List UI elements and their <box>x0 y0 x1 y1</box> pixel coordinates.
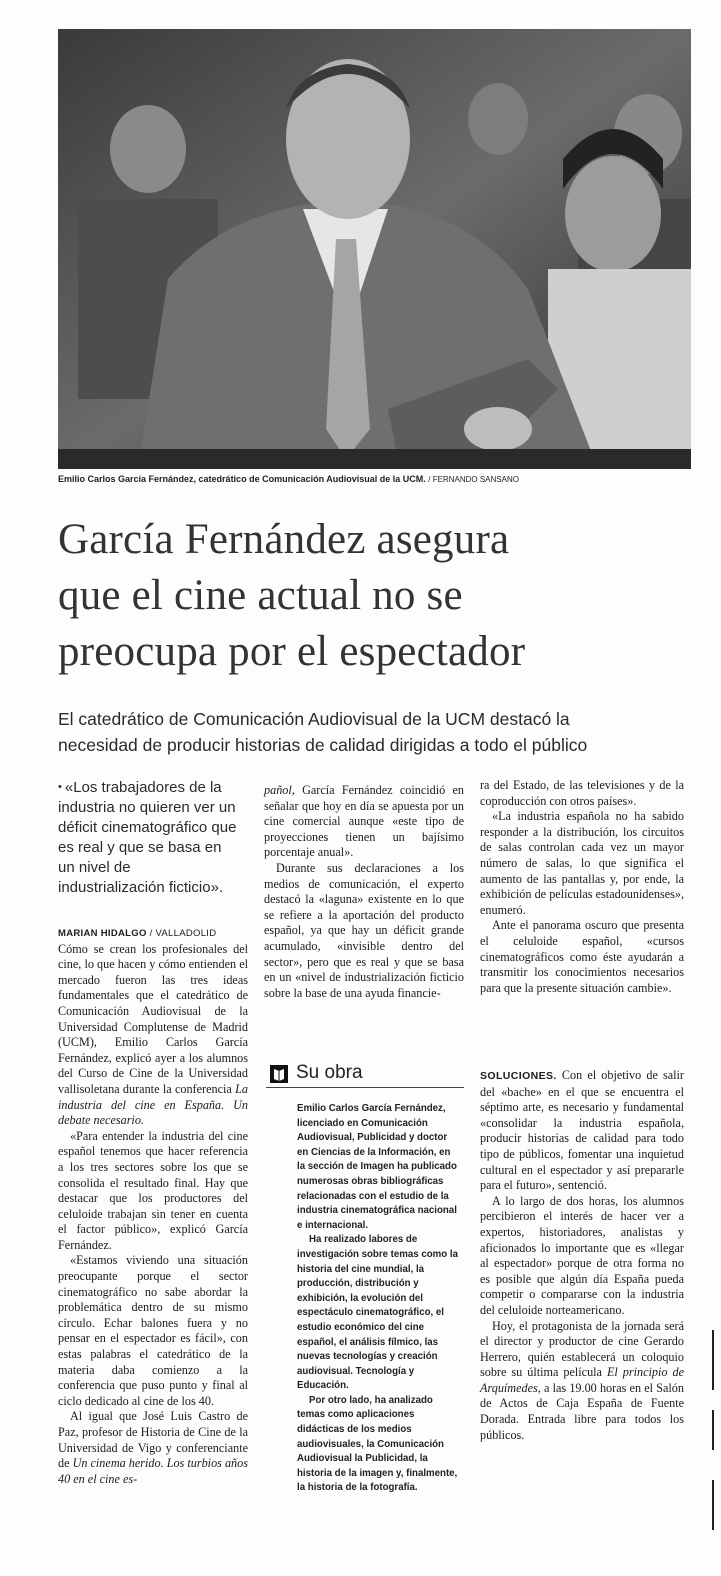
article-column-3-continued <box>480 1068 684 1443</box>
paragraph: ra del Estado, de las televisiones y de la coproducción con otros países». <box>480 778 684 808</box>
caption-text: Emilio Carlos García Fernández, catedrático de Comunicación Audiovisual de la UCM. <box>58 474 426 484</box>
photo-illustration <box>58 29 691 469</box>
paragraph <box>58 1409 248 1487</box>
article-column-2 <box>264 783 464 1001</box>
paragraph: Durante sus declaraciones a los medios de comunicación, el experto destacó la «laguna» existente en lo que se refiere a la aportación del producto español, ya que hay un déficit grande acumulado, «invisible dentro del sector», pero que es real y que se basa en un «nivel de industrialización ficticio sobre la base de una ayuda financie- <box>264 860 464 1000</box>
film-title: El principio de Arquímedes, <box>480 1365 684 1395</box>
subhead-line: El catedrático de Comunicación Audiovisual de la UCM destacó la <box>58 709 570 729</box>
paragraph <box>58 942 248 1129</box>
subhead-line: necesidad de producir historias de calidad dirigidas a todo el público <box>58 735 588 755</box>
paragraph <box>264 783 464 861</box>
paragraph: «Para entender la industria del cine español tenemos que hacer referencia a los tres sectores sobre los que se consolida el resultado final. Hay que destacar que los productores del celuloide trabajan sin tener en cuenta el factor público», explicó García Fernández. <box>58 1128 248 1252</box>
paragraph-text: Al igual que José Luis Castro de Paz, profesor de Historia de Cine de la Universidad de Vigo y conferenciante de <box>58 1409 248 1471</box>
sidebar-box-header <box>266 1063 464 1088</box>
paragraph: Ante el panorama oscuro que presenta el celuloide español, «cursos cinematográficos como éste ayudarán a transmitir los conocimientos necesarios para que la presente situación cambie». <box>480 918 684 995</box>
paragraph: «La industria española no ha sabido responder a la distribución, los circuitos de salas controlan cada vez un mayor número de salas, lo que significa el aumento de las pantallas y, por ende, la exhibición de películas estadounidenses», enumeró. <box>480 809 684 917</box>
box-paragraph: Por otro lado, ha analizado temas como aplicaciones didácticas de los medios audiovisuales, la Comunicación Audiovisual la Publicidad, la historia de la imagen y, finalmente, la historia de la fotografía. <box>297 1394 458 1494</box>
conference-title: La industria del cine en España. Un debate necesario. <box>58 1081 248 1128</box>
headline <box>58 512 698 680</box>
pull-quote <box>58 777 238 898</box>
headline-line: preocupa por el espectador <box>58 628 526 675</box>
scan-edge-mark <box>712 1330 716 1530</box>
box-paragraph: Ha realizado labores de investigación sobre temas como la historia del cine mundial, la producción, distribución y exhibición, la evolución del espectáculo cinematográfico, el estudio económico del cine español, el análisis fílmico, las nuevas tecnologías y creación audiovisual. Tecnología y Educación. <box>297 1234 458 1392</box>
paragraph-text: García Fernández coincidió en señalar que hoy en día se apuesta por un cine comercial aunque «este tipo de proyecciones tienen un bajísimo porcentaje anual». <box>264 783 464 860</box>
paragraph <box>480 1068 684 1194</box>
sidebar-box <box>297 1102 460 1496</box>
book-icon <box>270 1065 288 1083</box>
sidebar-box-title: Su obra <box>296 1062 363 1083</box>
lecture-title-cont: pañol, <box>264 783 295 797</box>
byline-place: / VALLADOLID <box>149 928 217 939</box>
photo-credit: / FERNANDO SANSANO <box>428 475 519 484</box>
pull-quote-text: «Los trabajadores de la industria no quieren ver un déficit cinematográfico que es real y que se basa en un nivel de industrialización ficticio». <box>58 779 237 896</box>
paragraph-text: a las 19.00 horas en el Salón de Actos de Caja España de Fuente Dorada. Entrada libre para todos los públicos. <box>480 1380 684 1442</box>
lecture-title: Un cinema herido. Los turbios años 40 en el cine es- <box>58 1456 248 1486</box>
news-photo <box>58 29 691 469</box>
article-column-3 <box>480 778 684 996</box>
paragraph <box>480 1319 684 1444</box>
headline-line: que el cine actual no se <box>58 572 463 619</box>
paragraph-text: Con el objetivo de salir del «bache» en el que se encuentra el séptimo arte, es necesario y fundamental «consolidar la industria española, producir historias de calidad para todo tipo de públicos, fomentar una inquietud cultural en el espectador y así prepararle para el futuro», sentenció. <box>480 1068 684 1193</box>
paragraph: «Estamos viviendo una situación preocupante porque el sector cinematográfico no sabe abordar la problemática dentro de su mismo círculo. Echar balones fuera y no pensar en el espectador es fácil», con estas palabras el catedrático de la materia daba comienzo a la conferencia que puso punto y final al ciclo dedicado al cine de los 40. <box>58 1253 248 1408</box>
paragraph-text: Cómo se crean los profesionales del cine, lo que hacen y cómo entienden el mercado fueron las tres ideas fundamentales que el catedrático de Comunicación Audiovisual de la Universidad Complutense de Madrid (UCM), Emilio Carlos García Fernández, explicó ayer a los alumnos del Curso de Cine de la Universidad vallisoletana durante la conferencia <box>58 941 248 1096</box>
box-paragraph: Emilio Carlos García Fernández, licenciado en Comunicación Audiovisual, Publicidad y doctor en Ciencias de la Información, en la sección de Imagen ha publicado numerosas obras bibliográficas relacionadas con el estudio de la industria cinematográfica nacional e internacional. <box>297 1103 457 1231</box>
section-label: SOLUCIONES. <box>480 1070 557 1082</box>
subheadline <box>58 706 698 758</box>
byline <box>58 926 248 942</box>
paragraph: A lo largo de dos horas, los alumnos percibieron el interés de hacer ver a expertos, historiadores, analistas y aficionados lo importante que es «llegar al espectador» porque de otra forma no es posible que algún día España pueda competir o compararse con la industria del celuloide norteamericano. <box>480 1193 684 1317</box>
paragraph-text: Hoy, el protagonista de la jornada será el director y productor de cine Gerardo Herrero, quién establecerá un coloquio sobre su última película <box>480 1318 684 1380</box>
headline-line: García Fernández asegura <box>58 516 510 563</box>
bullet-icon: • <box>58 781 62 793</box>
photo-caption <box>58 474 691 484</box>
byline-author: MARIAN HIDALGO <box>58 928 147 939</box>
article-column-1 <box>58 926 248 1487</box>
